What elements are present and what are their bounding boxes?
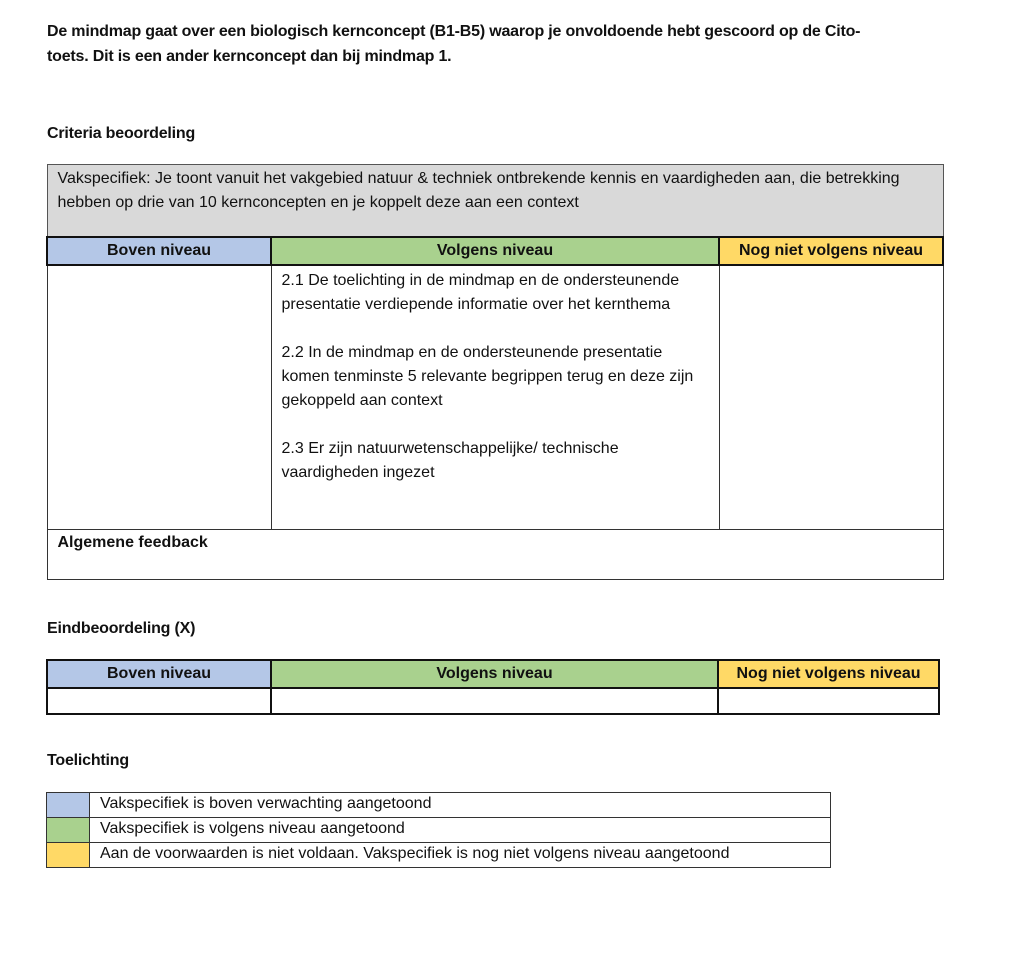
legend-text-volgens: Vakspecifiek is volgens niveau aangetoond (90, 818, 831, 843)
legend-row (47, 818, 831, 843)
legend-text-boven: Vakspecifiek is boven verwachting aangetoond (90, 793, 831, 818)
eind-header-nog-niet-volgens-niveau: Nog niet volgens niveau (718, 660, 939, 688)
criteria-heading: Criteria beoordeling (47, 125, 196, 142)
criterion-2-3: 2.3 Er zijn natuurwetenschappelijke/ technische vaardigheden ingezet (281, 439, 619, 481)
vakspecifiek-description: Vakspecifiek: Je toont vanuit het vakgebied natuur & techniek ontbrekende kennis en vaardigheden aan, die betrekking hebben op drie van 10 kernconcepten en je koppelt deze aan een context (47, 165, 943, 237)
header-volgens-niveau: Volgens niveau (271, 237, 719, 265)
eind-cell-boven-niveau[interactable] (47, 688, 271, 714)
cell-volgens-niveau (271, 265, 719, 530)
eind-header-boven-niveau: Boven niveau (47, 660, 271, 688)
intro-line-1: De mindmap gaat over een biologisch kernconcept (B1-B5) waarop je onvoldoende hebt gescoord op de Cito- (47, 23, 861, 40)
legend-table (46, 792, 831, 868)
legend-row (47, 843, 831, 868)
legend-swatch-green (47, 818, 90, 843)
legend-swatch-blue (47, 793, 90, 818)
eind-cell-volgens-niveau[interactable] (271, 688, 718, 714)
criteria-table (46, 164, 944, 580)
eindbeoordeling-heading: Eindbeoordeling (X) (47, 620, 196, 637)
intro-text (47, 19, 957, 69)
legend-row (47, 793, 831, 818)
eindbeoordeling-table (46, 659, 940, 715)
legend-text-nog-niet: Aan de voorwaarden is niet voldaan. Vakspecifiek is nog niet volgens niveau aangetoond (90, 843, 831, 868)
legend-swatch-yellow (47, 843, 90, 868)
algemene-feedback-label: Algemene feedback (57, 534, 208, 551)
cell-boven-niveau (47, 265, 271, 530)
header-boven-niveau: Boven niveau (47, 237, 271, 265)
eind-cell-nog-niet-volgens-niveau[interactable] (718, 688, 939, 714)
eind-header-volgens-niveau: Volgens niveau (271, 660, 718, 688)
criterion-2-2: 2.2 In de mindmap en de ondersteunende presentatie komen tenminste 5 relevante begrippen terug en deze zijn gekoppeld aan context (281, 343, 694, 409)
toelichting-heading: Toelichting (47, 752, 129, 769)
header-nog-niet-volgens-niveau: Nog niet volgens niveau (719, 237, 943, 265)
algemene-feedback-cell (47, 530, 943, 580)
intro-line-2: toets. Dit is een ander kernconcept dan bij mindmap 1. (47, 48, 452, 65)
cell-nog-niet-volgens-niveau (719, 265, 943, 530)
criterion-2-1: 2.1 De toelichting in de mindmap en de ondersteunende presentatie verdiepende informatie over het kernthema (281, 271, 680, 313)
